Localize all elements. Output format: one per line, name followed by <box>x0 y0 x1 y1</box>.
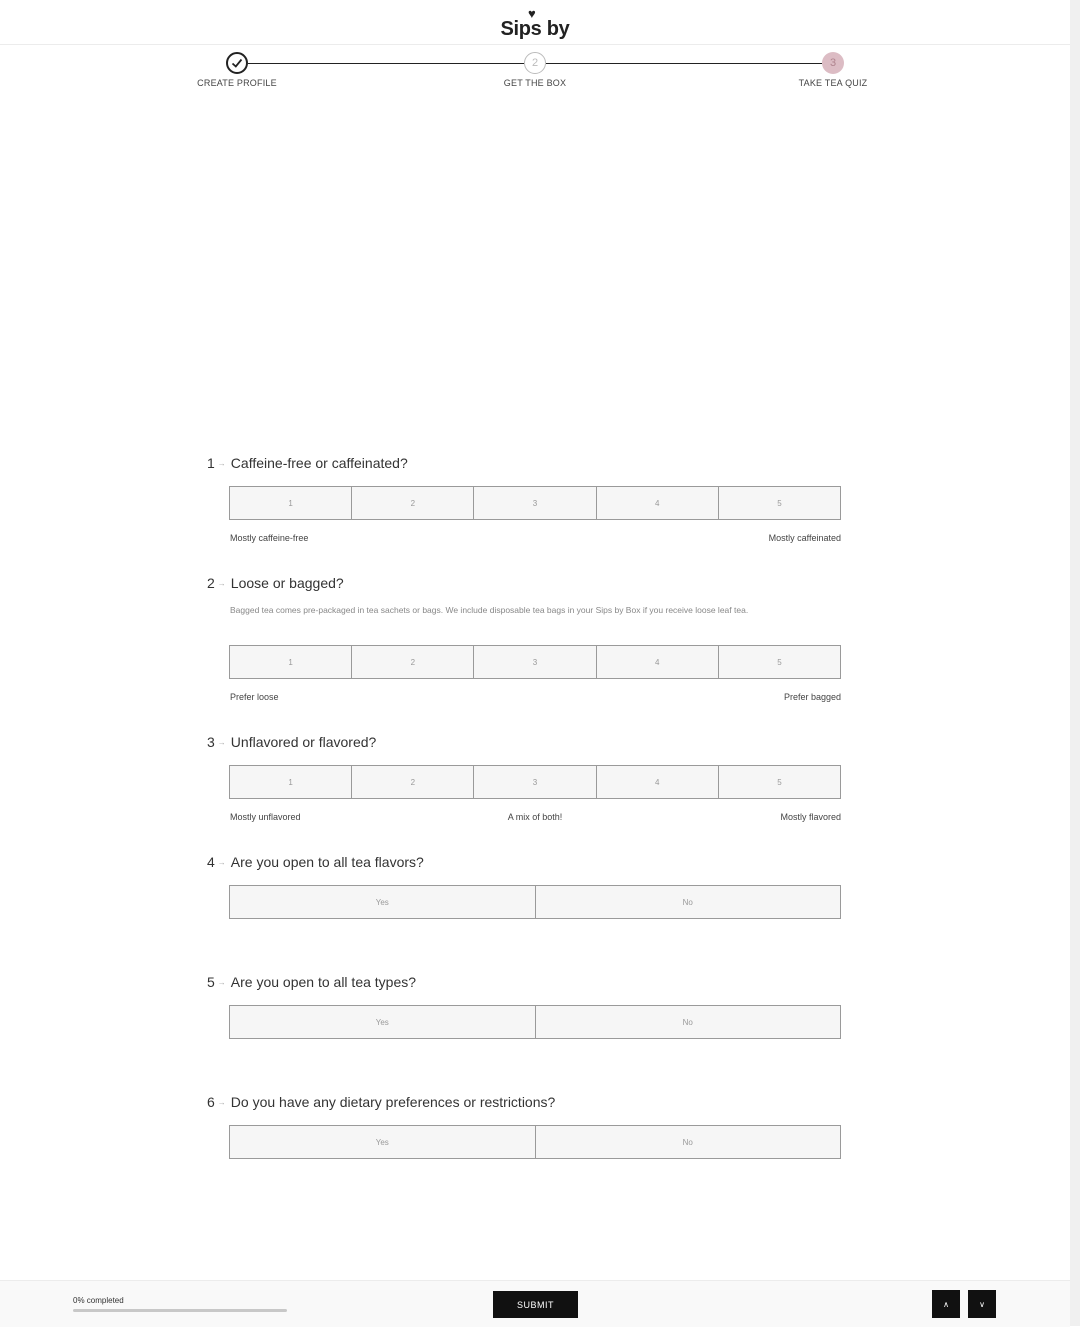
question-3-title <box>207 734 376 750</box>
question-number: 2 <box>207 575 215 591</box>
arrow-right-icon: → <box>217 858 226 867</box>
question-5-options <box>229 1005 841 1039</box>
no-option-button[interactable]: No <box>682 1137 693 1147</box>
scale-label-right: Prefer bagged <box>783 692 841 702</box>
arrow-right-icon: → <box>217 978 226 987</box>
progress-stepper <box>0 44 1070 94</box>
question-4-options <box>229 885 841 919</box>
option-button[interactable]: 2 <box>352 646 474 678</box>
step-2-circle: 2 <box>524 52 546 74</box>
option-button[interactable]: 3 <box>474 646 596 678</box>
arrow-right-icon: → <box>217 459 226 468</box>
scrollbar[interactable] <box>1070 0 1080 1326</box>
option-button[interactable]: 4 <box>597 646 719 678</box>
question-2-title <box>207 575 344 591</box>
step-3-label: TAKE TEA QUIZ <box>798 78 868 88</box>
stepper-line <box>546 63 822 64</box>
question-text: Unflavored or flavored? <box>230 734 377 750</box>
option-button[interactable]: 1 <box>230 487 352 519</box>
previous-question-button[interactable]: ∧ <box>932 1290 960 1318</box>
next-question-button[interactable]: ∨ <box>968 1290 996 1318</box>
question-2-options <box>229 645 841 679</box>
submit-button[interactable]: SUBMIT <box>493 1291 578 1318</box>
question-3-options <box>229 765 841 799</box>
option-button[interactable]: 5 <box>777 657 782 667</box>
stepper-line <box>248 63 524 64</box>
question-1-options <box>229 486 841 520</box>
no-option-button[interactable]: No <box>682 897 693 907</box>
logo[interactable] <box>498 4 572 42</box>
option-button[interactable]: 2 <box>352 487 474 519</box>
question-text: Are you open to all tea types? <box>230 974 417 990</box>
option-button[interactable]: 5 <box>777 777 782 787</box>
option-button[interactable]: 1 <box>230 766 352 798</box>
option-button[interactable]: 2 <box>352 766 474 798</box>
yes-option-button[interactable]: Yes <box>230 886 536 918</box>
question-6-title <box>207 1094 555 1110</box>
question-text: Loose or bagged? <box>230 575 344 591</box>
option-button[interactable]: 3 <box>474 487 596 519</box>
scale-label-middle: A mix of both! <box>507 812 563 822</box>
header <box>0 0 1070 45</box>
progress-text: 0% completed <box>73 1296 124 1305</box>
yes-option-button[interactable]: Yes <box>230 1126 536 1158</box>
question-text: Caffeine-free or caffeinated? <box>230 455 408 471</box>
footer-bar <box>0 1280 1070 1327</box>
progress-bar <box>73 1309 287 1312</box>
question-6-options <box>229 1125 841 1159</box>
scale-label-right: Mostly flavored <box>780 812 841 822</box>
question-5-title <box>207 974 416 990</box>
option-button[interactable]: 4 <box>597 487 719 519</box>
heart-icon: ♥ <box>528 6 536 21</box>
scale-label-left: Mostly unflavored <box>230 812 301 822</box>
step-1-label: CREATE PROFILE <box>197 78 277 88</box>
arrow-right-icon: → <box>217 579 226 588</box>
question-number: 3 <box>207 734 215 750</box>
question-text: Are you open to all tea flavors? <box>230 854 424 870</box>
step-3-circle: 3 <box>822 52 844 74</box>
scale-label-left: Prefer loose <box>230 692 279 702</box>
option-button[interactable]: 3 <box>474 766 596 798</box>
option-button[interactable]: 1 <box>230 646 352 678</box>
step-2-label: GET THE BOX <box>503 78 567 88</box>
question-2-description: Bagged tea comes pre-packaged in tea sachets or bags. We include disposable tea bags in your Sips by Box if you receive loose leaf tea. <box>230 605 749 615</box>
step-1-check-icon <box>226 52 248 74</box>
question-text: Do you have any dietary preferences or restrictions? <box>230 1094 556 1110</box>
scale-label-right: Mostly caffeinated <box>768 533 841 543</box>
option-button[interactable]: 5 <box>777 498 782 508</box>
question-4-title <box>207 854 424 870</box>
option-button[interactable]: 4 <box>597 766 719 798</box>
question-number: 6 <box>207 1094 215 1110</box>
no-option-button[interactable]: No <box>682 1017 693 1027</box>
arrow-right-icon: → <box>217 1098 226 1107</box>
question-number: 1 <box>207 455 215 471</box>
yes-option-button[interactable]: Yes <box>230 1006 536 1038</box>
scale-label-left: Mostly caffeine-free <box>230 533 309 543</box>
logo-text: Sips by <box>500 18 570 40</box>
question-number: 5 <box>207 974 215 990</box>
question-number: 4 <box>207 854 215 870</box>
question-1-title <box>207 455 408 471</box>
arrow-right-icon: → <box>217 738 226 747</box>
